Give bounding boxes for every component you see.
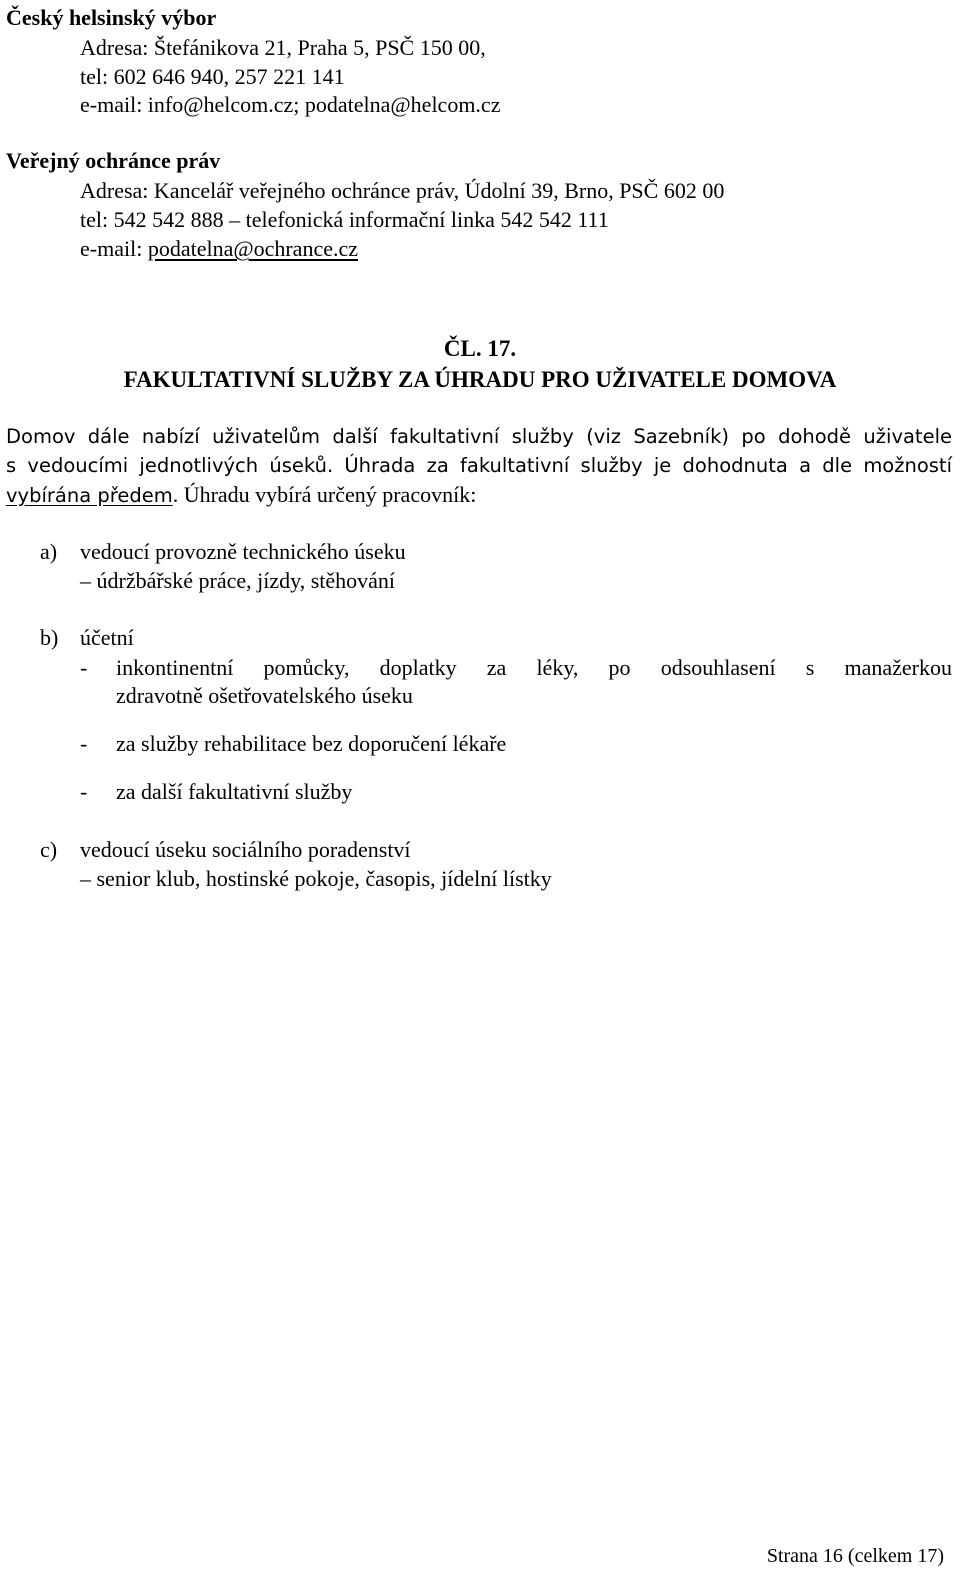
item-b-sub3: za další fakultativní služby <box>116 779 353 804</box>
ombudsman-address: Adresa: Kancelář veřejného ochránce práv, Údolní 39, Brno, PSČ 602 00 <box>80 178 725 203</box>
item-a-detail: – údržbářské práce, jízdy, stěhování <box>80 568 396 593</box>
item-b-marker: b) <box>40 625 59 650</box>
item-a-title: vedoucí provozně technického úseku <box>80 539 406 564</box>
intro-line-1: Domov dále nabízí uživatelům další fakultativní služby (viz Sazebník) po dohodě uživatele <box>6 425 952 448</box>
ombudsman-email-label: e-mail: <box>80 236 148 261</box>
ombudsman-email-line <box>80 234 358 264</box>
item-b-sub1-line1: inkontinentní pomůcky, doplatky za léky, po odsouhlasení s manažerkou <box>116 655 952 680</box>
intro-line-2: s vedoucími jednotlivých úseků. Úhrada za fakultativní služby je dohodnuta a dle možností <box>6 454 952 477</box>
intro-rest: . Úhradu vybírá určený pracovník: <box>172 482 477 507</box>
intro-line-3 <box>6 480 476 511</box>
ombudsman-phone: tel: 542 542 888 – telefonická informační linka 542 542 111 <box>80 207 609 232</box>
intro-underlined-phrase: vybírána předem <box>6 484 173 507</box>
item-b-sub1-line2: zdravotně ošetřovatelského úseku <box>116 683 413 708</box>
ombudsman-email-link[interactable]: podatelna@ochrance.cz <box>147 236 359 261</box>
helsinki-title: Český helsinský výbor <box>6 5 217 30</box>
item-a-marker: a) <box>40 539 58 564</box>
helsinki-phone: tel: 602 646 940, 257 221 141 <box>80 64 345 89</box>
item-c-detail: – senior klub, hostinské pokoje, časopis, jídelní lístky <box>80 866 552 891</box>
ombudsman-title: Veřejný ochránce práv <box>6 148 221 173</box>
page-number: Strana 16 (celkem 17) <box>766 1545 944 1567</box>
item-b-sub2-dash: - <box>80 731 88 756</box>
helsinki-email: e-mail: info@helcom.cz; podatelna@helcom.cz <box>80 92 501 117</box>
helsinki-address: Adresa: Štefánikova 21, Praha 5, PSČ 150 00, <box>80 35 486 60</box>
item-c-marker: c) <box>40 837 58 862</box>
article-number: ČL. 17. <box>443 336 517 361</box>
item-b-sub3-dash: - <box>80 779 88 804</box>
item-b-title: účetní <box>80 625 134 650</box>
item-b-sub1-dash: - <box>80 655 88 680</box>
article-title: FAKULTATIVNÍ SLUŽBY ZA ÚHRADU PRO UŽIVATELE DOMOVA <box>123 367 837 392</box>
item-c-title: vedoucí úseku sociálního poradenství <box>80 837 411 862</box>
item-b-sub2: za služby rehabilitace bez doporučení lékaře <box>116 731 507 756</box>
